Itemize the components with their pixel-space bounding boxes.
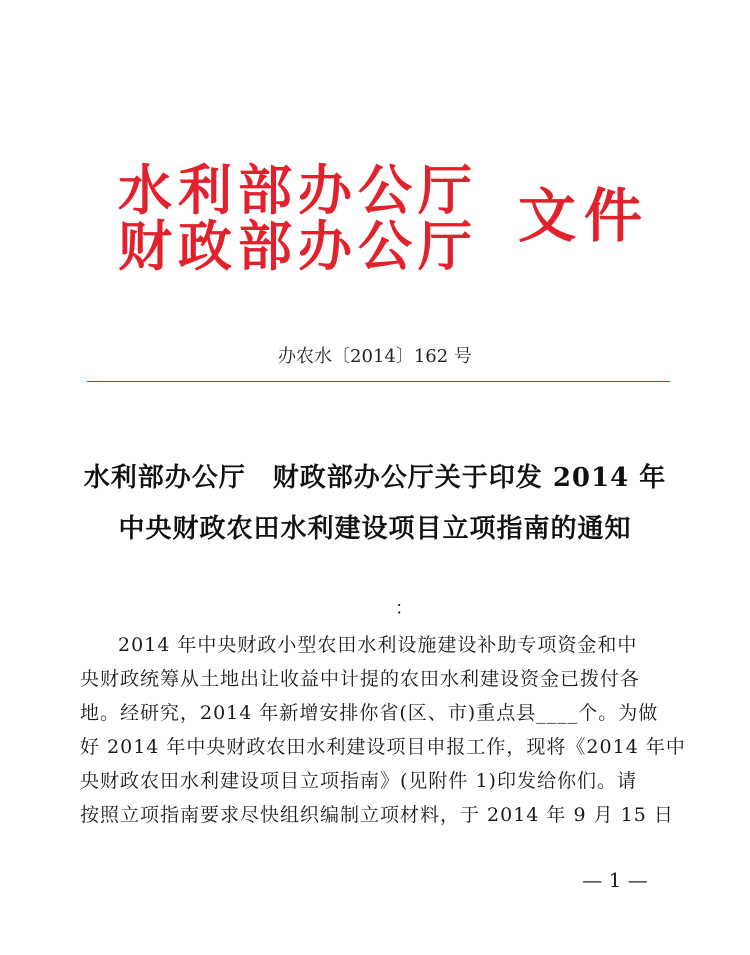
body-line: 按照立项指南要求尽快组织编制立项材料，于 2014 年 9 月 15 日 — [80, 804, 674, 826]
red-divider-line — [87, 381, 670, 382]
body-line: 央财政农田水利建设项目立项指南》(见附件 1)印发给你们。请 — [80, 770, 637, 792]
issuing-org-line-1: 水利部办公厅 — [118, 158, 478, 222]
document-type-label: 文件 — [518, 182, 651, 250]
document-title-line-1: 水利部办公厅 财政部办公厅关于印发 2014 年 — [83, 463, 667, 493]
body-line: 央财政统筹从土地出让收益中计提的农田水利建设资金已拨付各 — [80, 668, 641, 690]
page-number: — 1 — — [582, 868, 648, 892]
recipient-line: ： — [395, 598, 413, 619]
body-line: 地。经研究，2014 年新增安排你省(区、市)重点县____个。为做 — [80, 702, 659, 724]
document-title-line-2: 中央财政农田水利建设项目立项指南的通知 — [118, 514, 632, 544]
document-header — [118, 160, 658, 285]
issuing-org-line-2: 财政部办公厅 — [118, 214, 478, 278]
document-number: 办农水〔2014〕162 号 — [278, 346, 472, 367]
body-paragraph — [80, 628, 686, 832]
body-line: 好 2014 年中央财政农田水利建设项目申报工作，现将《2014 年中 — [80, 736, 686, 758]
body-line: 2014 年中央财政小型农田水利设施建设补助专项资金和中 — [118, 634, 638, 656]
